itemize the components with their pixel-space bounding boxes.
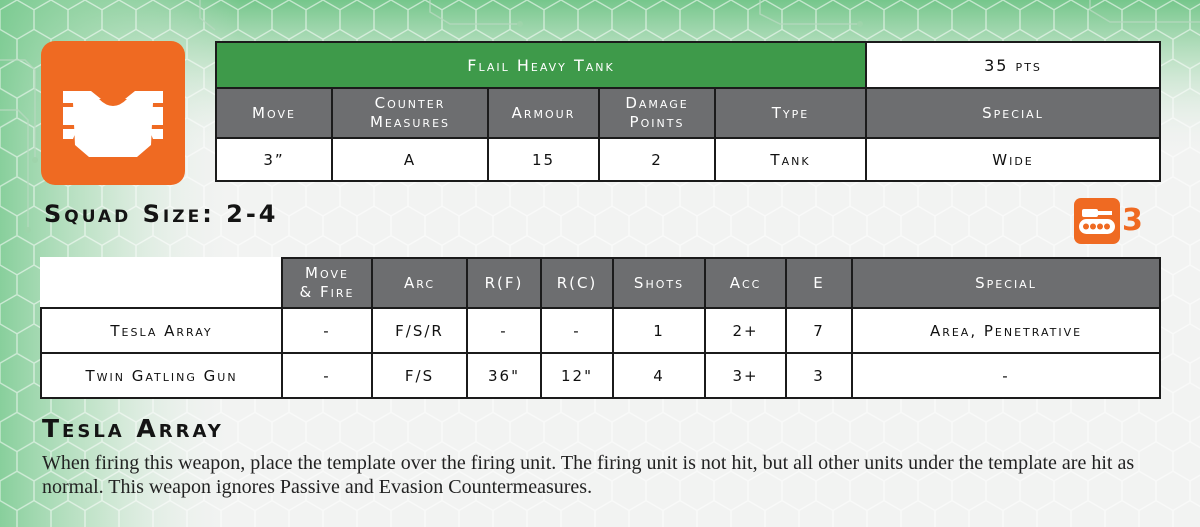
stat-header-counter-measures: Counter Measures — [332, 88, 488, 138]
weapon-energy: 3 — [786, 353, 852, 398]
weapon-arc: F/S/R — [372, 308, 467, 353]
stat-header-special: Special — [866, 88, 1160, 138]
weapon-accuracy: 3+ — [705, 353, 786, 398]
stat-value-special: Wide — [866, 138, 1160, 181]
unit-name: Flail Heavy Tank — [216, 42, 866, 88]
weapon-move-fire: - — [282, 308, 372, 353]
weapon-header-move-fire: Move & Fire — [282, 258, 372, 308]
weapon-table — [40, 257, 1161, 399]
weapon-range-close: 12" — [541, 353, 613, 398]
weapon-range-fire: 36" — [467, 353, 541, 398]
stat-value-damage-points: 2 — [599, 138, 715, 181]
stat-value-type: Tank — [715, 138, 866, 181]
weapon-header-energy: E — [786, 258, 852, 308]
weapon-range-close: - — [541, 308, 613, 353]
weapon-move-fire: - — [282, 353, 372, 398]
weapon-arc: F/S — [372, 353, 467, 398]
weapon-energy: 7 — [786, 308, 852, 353]
stat-value-armour: 15 — [488, 138, 599, 181]
weapon-header-shots: Shots — [613, 258, 705, 308]
weapon-header-accuracy: Acc — [705, 258, 786, 308]
rule-title: Tesla Array — [42, 414, 224, 443]
stat-value-counter-measures: A — [332, 138, 488, 181]
rule-text: When firing this weapon, place the template over the firing unit. The firing unit is not hit, but all other units under the template are hit as normal. This weapon ignores Passive and Evasion Countermeasures. — [42, 452, 1135, 498]
tank-icon — [1074, 198, 1120, 244]
unit-type-badge — [1074, 198, 1143, 244]
table-row — [41, 308, 1160, 353]
weapon-header-range-fire: R(F) — [467, 258, 541, 308]
weapon-special: - — [852, 353, 1160, 398]
weapon-header-range-close: R(C) — [541, 258, 613, 308]
weapon-accuracy: 2+ — [705, 308, 786, 353]
stat-header-type: Type — [715, 88, 866, 138]
weapon-shots: 1 — [613, 308, 705, 353]
weapon-header-blank — [41, 258, 282, 308]
stat-header-armour: Armour — [488, 88, 599, 138]
weapon-header-special: Special — [852, 258, 1160, 308]
stat-header-move: Move — [216, 88, 332, 138]
weapon-name: Tesla Array — [41, 308, 282, 353]
faction-icon — [41, 41, 185, 185]
weapon-header-arc: Arc — [372, 258, 467, 308]
weapon-range-fire: - — [467, 308, 541, 353]
stat-header-damage-points: Damage Points — [599, 88, 715, 138]
unit-points: 35 pts — [866, 42, 1160, 88]
table-row — [41, 353, 1160, 398]
squad-size: Squad Size: 2-4 — [44, 200, 279, 228]
weapon-special: Area, Penetrative — [852, 308, 1160, 353]
weapon-name: Twin Gatling Gun — [41, 353, 282, 398]
stat-table — [215, 41, 1161, 182]
weapon-shots: 4 — [613, 353, 705, 398]
armour-vest-icon — [41, 41, 185, 185]
unit-type-number: 3 — [1122, 203, 1143, 238]
stat-value-move: 3” — [216, 138, 332, 181]
